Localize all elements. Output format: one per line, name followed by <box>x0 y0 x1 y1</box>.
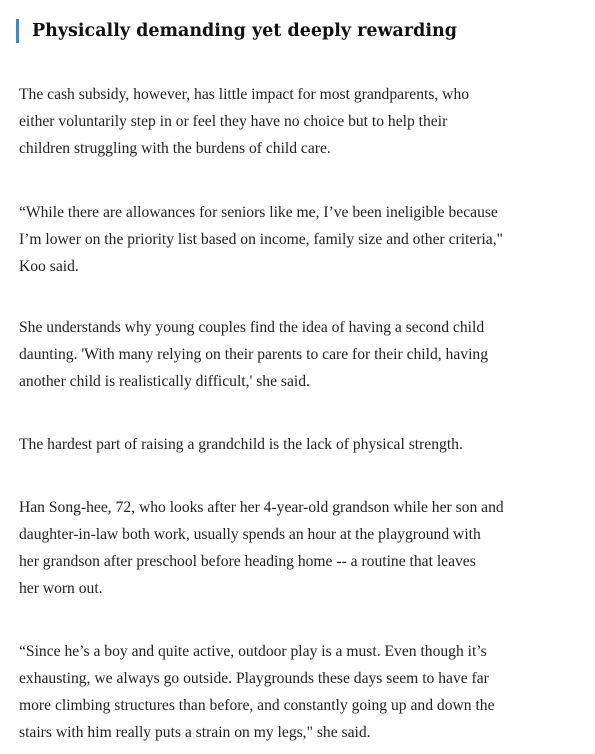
text-line: her worn out. <box>19 580 103 597</box>
text-line: Koo said. <box>19 258 79 275</box>
paragraph-2 <box>19 199 579 280</box>
paragraph-4 <box>19 431 579 458</box>
text-line: children struggling with the burdens of child care. <box>19 140 331 157</box>
text-line: The cash subsidy, however, has little impact for most grandparents, who <box>19 86 470 103</box>
paragraph-3 <box>19 314 579 395</box>
text-line: either voluntarily step in or feel they have no choice but to help their <box>19 113 448 130</box>
text-line: The hardest part of raising a grandchild is the lack of physical strength. <box>19 436 463 453</box>
text-line: daunting. 'With many relying on their parents to care for their child, having <box>19 346 488 363</box>
text-line: “Since he’s a boy and quite active, outdoor play is a must. Even though it’s <box>19 643 487 660</box>
text-line: I’m lower on the priority list based on income, family size and other criteria," <box>19 231 503 248</box>
heading-accent-bar <box>16 19 19 43</box>
section-heading <box>16 18 457 44</box>
paragraph-6 <box>19 638 579 746</box>
text-line: daughter-in-law both work, usually spends an hour at the playground with <box>19 526 481 543</box>
section-title: Physically demanding yet deeply rewarding <box>32 21 457 41</box>
text-line: stairs with him really puts a strain on my legs," she said. <box>19 724 371 741</box>
text-line: She understands why young couples find the idea of having a second child <box>19 319 485 336</box>
text-line: “While there are allowances for seniors like me, I’ve been ineligible because <box>19 204 498 221</box>
text-line: more climbing structures than before, and constantly going up and down the <box>19 697 495 714</box>
paragraph-5 <box>19 494 579 602</box>
paragraph-1 <box>19 81 579 162</box>
text-line: another child is realistically difficult,' she said. <box>19 373 310 390</box>
text-line: Han Song-hee, 72, who looks after her 4-year-old grandson while her son and <box>19 499 504 516</box>
text-line: her grandson after preschool before heading home -- a routine that leaves <box>19 553 476 570</box>
text-line: exhausting, we always go outside. Playgrounds these days seem to have far <box>19 670 489 687</box>
